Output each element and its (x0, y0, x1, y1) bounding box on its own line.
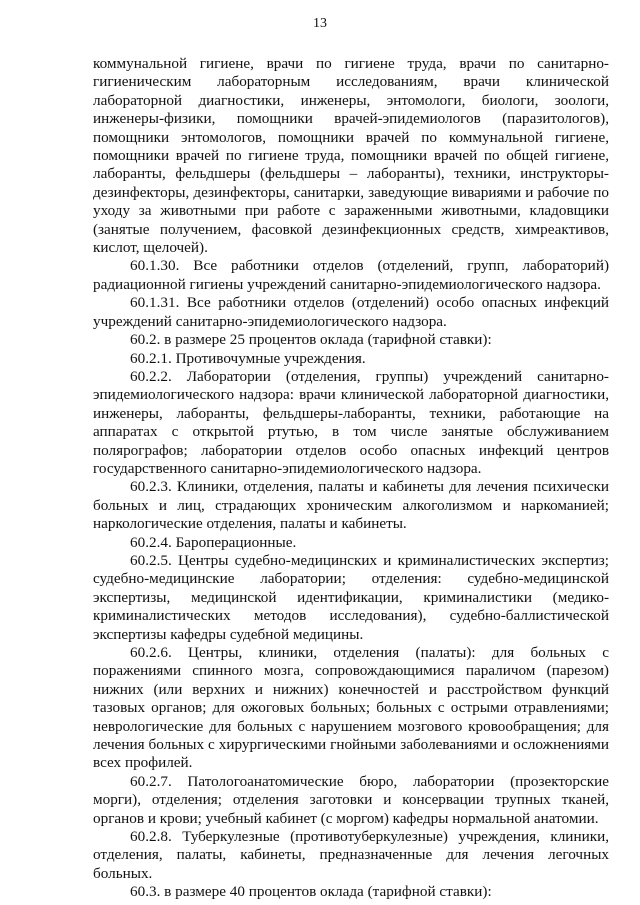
document-body (93, 55, 609, 902)
paragraph-60-2-4: 60.2.4. Бароперационные. (130, 533, 297, 551)
page-number: 13 (313, 16, 327, 31)
paragraph-continuation: коммунальной гигиене, врачи по гигиене труда, врачи по санитарно-гигиеническим лабораторным исследованиям, врачи клинической лабораторной диагностики, инженеры, энтомологи, биологи, зоологи, инженеры-физики, помощники врачей-эпидемиологов (паразитологов), помощники энтомологов, помощники врачей по коммунальной гигиене, помощники врачей по гигиене труда, помощники врачей по общей гигиене, лаборанты, фельдшеры (фельдшеры – лаборанты), техники, инструкторы-дезинфекторы, дезинфекторы, санитарки, заведующие вивариями и рабочие по уходу за животными при работе с зараженными животными, кладовщики (занятые получением, фасовкой дезинфекционных средств, химреактивов, кислот, щелочей). (93, 55, 609, 257)
paragraph-60-2-6: 60.2.6. Центры, клиники, отделения (палаты): для больных с поражениями спинного мозга, сопровождающимися параличом (парезом) нижних (или верхних и нижних) конечностей и расстройством функций тазовых органов; для ожоговых больных; больных с острыми отравлениями; неврологические для больных с нарушением мозгового кровообращения; для лечения больных с хирургическими гнойными заболеваниями и осложнениями всех профилей. (93, 644, 609, 772)
paragraph-60-2-5: 60.2.5. Центры судебно-медицинских и криминалистических экспертиз; судебно-медицинские лаборатории; отделения: судебно-медицинской экспертизы, медицинской идентификации, криминалистики (медико-криминалистических методов исследования), судебно-баллистической экспертизы кафедры судебной медицины. (93, 551, 609, 643)
paragraph-60-2-7: 60.2.7. Патологоанатомические бюро, лаборатории (прозекторские морги), отделения; отделения заготовки и консервации трупных тканей, органов и крови; учебный кабинет (с моргом) кафедры нормальной анатомии. (93, 772, 609, 827)
paragraph-60-2-8: 60.2.8. Туберкулезные (противотуберкулезные) учреждения, клиники, отделения, палаты, кабинеты, предназначенные для лечения легочных больных. (93, 828, 609, 882)
paragraph-60-1-30: 60.1.30. Все работники отделов (отделений, групп, лабораторий) радиационной гигиены учреждений санитарно-эпидемиологического надзора. (93, 257, 609, 293)
paragraph-60-2: 60.2. в размере 25 процентов оклада (тарифной ставки): (130, 331, 492, 349)
paragraph-60-1-31: 60.1.31. Все работники отделов (отделений) особо опасных инфекций учреждений санитарно-эпидемиологического надзора. (93, 294, 609, 330)
paragraph-60-2-1: 60.2.1. Противочумные учреждения. (130, 349, 366, 367)
paragraph-60-2-3: 60.2.3. Клиники, отделения, палаты и кабинеты для лечения психически больных и лиц, страдающих хроническим алкоголизмом и наркоманией; наркологические отделения, палаты и кабинеты. (93, 478, 609, 533)
paragraph-60-2-2: 60.2.2. Лаборатории (отделения, группы) учреждений санитарно-эпидемиологического надзора: врачи клинической лабораторной диагностики, инженеры, лаборанты, фельдшеры-лаборанты, техники, работающие на аппаратах с открытой ртутью, в том числе занятые обслуживанием полярографов; лаборатории отделов особо опасных инфекций центров государственного санитарно-эпидемиологического надзора. (93, 367, 609, 477)
paragraph-60-3: 60.3. в размере 40 процентов оклада (тарифной ставки): (130, 883, 492, 901)
